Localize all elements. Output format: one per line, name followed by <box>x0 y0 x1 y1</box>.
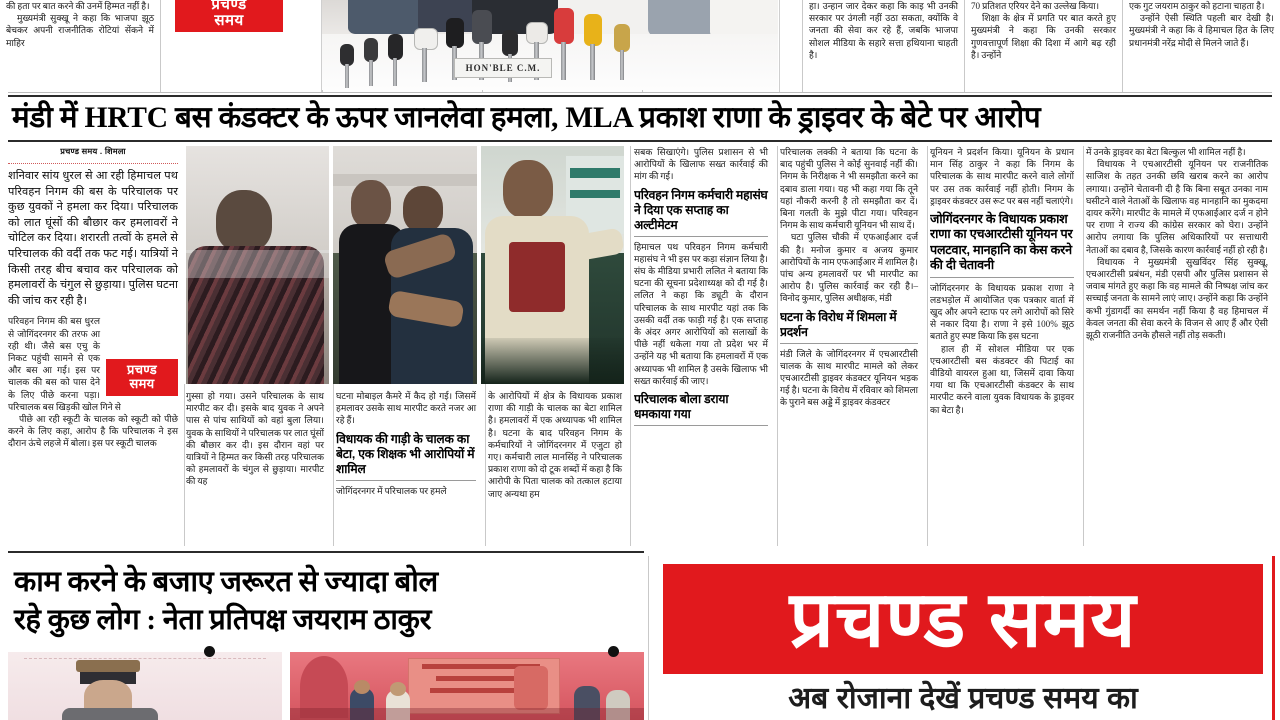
jairam-thakur-photo <box>8 652 282 720</box>
main-col4-text-2 <box>634 241 768 387</box>
publication-logo-badge <box>175 0 283 32</box>
subhead-rule <box>634 425 768 426</box>
top-col8-text <box>1129 0 1274 49</box>
main-col5-text <box>780 146 918 305</box>
main-col5-text-2 <box>780 348 918 409</box>
assault-video-still-3 <box>481 146 624 384</box>
main-col1-text <box>8 315 178 449</box>
divider-top <box>8 92 1272 93</box>
logo-line-1: प्रचण्ड <box>211 0 247 13</box>
paragraph: पीछे आ रही स्कूटी के चालक को स्कूटी को पीछे करने के लिए कहा, आरोप है कि परिचालक ने इस दौरान ऊंचे लहजे में बोला। इस पर स्कूटी चालक <box>8 413 178 449</box>
main-column-1 <box>8 146 184 546</box>
masthead-red-band <box>663 564 1263 674</box>
main-col4-text <box>634 146 768 183</box>
subhead-mla-counterattack: जोगिंदरनगर के विधायक प्रकाश राणा का एचआरटीसी यूनियन पर पलटवार, मानहानि का केस करने की दी चेतावनी <box>930 212 1073 273</box>
main-column-2 <box>186 390 330 546</box>
paragraph: मुख्यमंत्री सुक्खू ने कहा कि भाजपा झूठ बेचकर अपनी राजनीतिक रोटियां सेंकने में माहिर <box>6 13 154 48</box>
assault-photo-triptych <box>186 146 624 384</box>
paragraph: सबक सिखाएंगे। पुलिस प्रशासन से भी आरोपियों के खिलाफ सख्त कार्रवाई की मांग की गई। <box>634 147 768 182</box>
masthead-title: प्रचण्ड समय <box>789 575 1137 663</box>
paragraph: 70 प्रतिशत एरियर देने का उल्लेख किया। <box>971 1 1100 11</box>
main-col7-text <box>1086 146 1268 341</box>
nameplate-text: HON'BLE C.M. <box>465 63 541 73</box>
subhead-rule <box>780 343 918 344</box>
paragraph: विधायक ने मुख्यमंत्री सुखविंदर सिंह सुक्खू, एचआरटीसी प्रबंधन, मंडी एसपी और पुलिस प्रशासन से जवाब मांगते हुए कहा कि वह मामले की निष्पक्ष जांच कर सच्चाई जनता के सामने लाएं जाए। उन्होंने कहा कि उन्होंने कभी गुंडागर्दी का समर्थन नहीं किया है वह हिमाचल में केवल जनता की सेवा करने के विजन से आए हैं और ऐसी झूठी राजनीति उनके हौसले नहीं तोड़ सकती। <box>1086 256 1268 341</box>
paragraph: एक गुट जयराम ठाकुर को हटाना चाहता है। <box>1129 1 1265 11</box>
paragraph: यूनियन ने प्रदर्शन किया। यूनियन के प्रधान मान सिंह ठाकुर ने कहा कि निगम के परिचालक के साथ मारपीट करने वाले लोगों पर उस तक कार्रवाई नहीं होती। निगम के ड्राइवर कंडक्टर उस रूट पर बस नहीं चलाएंगे। <box>930 147 1074 206</box>
top-continuation-strip <box>0 0 1280 92</box>
top-column-1 <box>0 0 160 92</box>
bjp-rally-stage-photo <box>290 652 644 720</box>
masthead-advertisement <box>655 556 1275 720</box>
divider-bottom <box>8 551 644 553</box>
main-headline: मंडी में HRTC बस कंडक्टर के ऊपर जानलेवा हमला, MLA प्रकाश राणा के ड्राइवर के बेटे पर आरोप <box>12 102 1041 134</box>
paragraph: के आरोपियों में क्षेत्र के विधायक प्रकाश राणा की गाड़ी के चालक का बेटा शामिल है। हमलावरों में एक अध्यापक भी शामिल है। घटना के बाद परिवहन निगम के कर्मचारियों ने जोगिंदरनगर में एजुटा हो गए। कर्मचारी लाल मानसिंह ने परिचालक प्रकाश राणा को दो टूक शब्दों में कहा है कि आरोपी के पिता चालक को तत्काल हटाया जाए अन्यथा हम <box>488 391 622 499</box>
byline-rule <box>8 160 178 164</box>
byline: प्रचण्ड समय . शिमला <box>60 147 126 156</box>
top-col6-text <box>809 0 958 61</box>
logo-line-2: समय <box>214 12 244 29</box>
paragraph: जोगिंदरनगर के विधायक प्रकाश राणा ने लडभड़ोल में आयोजित एक पत्रकार वार्ता में खुद और अपने स्टाफ पर लगे आरोपों को सिरे से नकार दिया है। राणा ने इसे 100% झूठ बताते हुए स्पष्ट किया कि इस घटना <box>930 282 1074 342</box>
main-col2-text <box>186 390 324 488</box>
paragraph: हा। उन्हान जार देकर कहा कि काइ भी उनकी सरकार पर उंगली नहीं उठा सकता, क्योंकि वे जनता की सेवा कर रहे हैं, जबकि भाजपा सोशल मीडिया के सहारे सत्ता हथियाना चाहती है। <box>809 1 958 60</box>
main-column-4 <box>634 146 774 546</box>
main-article-body <box>0 146 1280 546</box>
publication-mini-badge <box>106 359 178 396</box>
bottom-photo-row <box>8 652 644 720</box>
divider-headline-bottom <box>8 140 1272 142</box>
bottom-headline-line-1: काम करने के बजाए जरूरत से ज्यादा बोल <box>14 566 438 598</box>
paragraph: हिमाचल पथ परिवहन निगम कर्मचारी महासंघ ने भी इस पर कड़ा संज्ञान लिया है। संघ के मीडिया प्रभारी ललित ने बताया कि घटना की सूचना प्रदेशाध्यक्ष को दी गई है। ललित ने कहा कि ड्यूटी के दौरान परिचालक के साथ मारपीट यहां तक कि उसकी वर्दी तक फाड़ी गई है। एक सप्ताह के अंदर अगर आरोपियों को सलाखों के पीछे नहीं धकेला गया तो प्रदेश भर में उन्होंने यह भी बताया कि हमलावरों में एक अध्यापक भी शामिल है उसके खिलाफ भी सख्त कार्रवाई की जाए। <box>634 241 768 386</box>
top-column-7 <box>964 0 1122 92</box>
cm-nameplate <box>454 58 552 78</box>
bottom-headline <box>14 563 644 639</box>
main-column-6 <box>930 146 1080 546</box>
top-col1-text <box>6 0 154 49</box>
top-column-2 <box>160 0 322 92</box>
paragraph: उन्होंने ऐसी स्थिति पहली बार देखी है। मुख्यमंत्री ने कहा कि वे हिमाचल हित के लिए प्रधानमंत्री नरेंद्र मोदी से मिलने जाते हैं। <box>1129 13 1274 48</box>
top-column-6 <box>802 0 964 92</box>
paragraph: परिचालक लक्की ने बताया कि घटना के बाद पहुंची पुलिस ने कोई सुनवाई नहीं की। निगम के निरीक्षक ने भी समझौता करने का दबाव डाला गया। यह भी कहा गया कि तूने यहां नौकरी करनी है तो समझौता कर दें। बिना गलती के मुझे पीटा गया। परिवहन निगम के साथ कर्मचारी यूनियन भी साथ दें। <box>780 147 918 231</box>
paragraph: की हता पर बात करने की उनमें हिम्मत नहीं है। <box>6 1 150 11</box>
assault-video-still-1 <box>186 146 329 384</box>
divider-bottom-vertical <box>648 556 649 720</box>
paragraph: विधायक ने एचआरटीसी यूनियन पर राजनीतिक साजिश के तहत उनकी छवि खराब करने का आरोप लगाया। उन्होंने चेतावनी दी है कि बिना सबूत उनका नाम घसीटने वाले नेताओं के खिलाफ वह मानहानि का मुकदमा दायर करेंगे। मारपीट के मामले में एफआईआर दर्ज न होने पर राणा ने राज्य की कांग्रेस सरकार को घेरा। उन्होंने आरोप लगाया कि पुलिस अधिकारियों पर सत्ताधारी नेताओं का दबाव है, जिसके कारण कार्रवाई नहीं हो रही है। <box>1086 159 1268 255</box>
subhead-rule <box>930 277 1074 278</box>
paragraph: जोगिंदरनगर में परिचालक पर हमले <box>336 485 447 496</box>
subhead-rule <box>336 480 476 481</box>
paragraph: हाल ही में सोशल मीडिया पर एक एचआरटीसी बस कंडक्टर की पिटाई का वीडियो वायरल हुआ था, जिसमें दावा किया गया था कि एचआरटीसी कंडक्टर के साथ मारपीट करने वाला युवक विधायक के ड्राइवर का बेटा है। <box>930 343 1074 415</box>
main-column-3 <box>336 390 482 546</box>
paragraph: में उनके ड्राइवर का बेटा बिल्कुल भी शामिल नहीं है। <box>1086 147 1246 157</box>
paragraph: शिक्षा के क्षेत्र में प्रगति पर बात करते हुए मुख्यमंत्री ने कहा कि उनकी सरकार गुणवत्तापूर्ण शिक्षा की दिशा में आगे बढ़ रही है। उन्होंने <box>971 13 1116 60</box>
paragraph: घटा पुलिस चौकी में एफआईआर दर्ज की है। मनोज कुमार व अजय कुमार आरोपियों के नाम एफआईआर में शामिल है। पांच अन्य हमलावरों पर भी मारपीट का आरोप है। पुलिस कार्रवाई कर रही है।– विनोद कुमार, पुलिस अधीक्षक, मंडी <box>780 232 918 304</box>
main-col6-text-pre <box>930 146 1074 207</box>
subhead-conductor-threatened: परिचालक बोला डराया धमकाया गया <box>634 392 729 422</box>
subhead-rule <box>634 236 768 237</box>
main-col3b-text <box>488 390 622 500</box>
mini-badge-line-1: प्रचण्ड <box>127 362 157 378</box>
masthead-subtitle: अब रोजाना देखें प्रचण्ड समय का <box>788 682 1138 715</box>
subhead-shimla-protest: घटना के विरोध में शिमला में प्रदर्शन <box>780 309 897 339</box>
subhead-union-ultimatum: परिवहन निगम कर्मचारी महासंघ ने दिया एक सप्ताह का अल्टीमेटम <box>634 187 768 232</box>
decorative-bullet-left <box>204 646 215 657</box>
subhead-mla-driver-son: विधायक की गाड़ी के चालक का बेटा, एक शिक्षक भी आरोपियों में शामिल <box>336 431 475 476</box>
divider-headline-top <box>8 95 1272 97</box>
paragraph: घटना मोबाइल कैमरे में कैद हो गई। जिसमें हमलावर उसके साथ मारपीट करते नजर आ रहे हैं। <box>336 391 476 426</box>
top-col7-text <box>971 0 1116 61</box>
paragraph: परिवहन निगम की बस धुरल से जोगिंदरनगर की तरफ आ रही थी। जैसे बस एचु के निकट पहुंची सामने से एक और बस आ गई। इस पर चालक की बस को पास देने के लिए पीछे करना पड़ा। परिचालक बस खिड़की खोल गिने से <box>8 316 121 412</box>
main-column-3b <box>488 390 628 546</box>
main-column-5 <box>780 146 924 546</box>
main-col3-text <box>336 390 476 427</box>
main-col3-text-2 <box>336 485 476 497</box>
mini-badge-line-2: समय <box>129 376 155 392</box>
main-column-7 <box>1086 146 1272 546</box>
press-conference-photo <box>322 0 778 90</box>
lead-paragraph: शनिवार सांय धुरल से आ रही हिमाचल पथ परिवहन निगम की बस के परिचालक पर कुछ युवकों ने हमला कर दिया। परिचालक को लात घूंसों की बौछार कर हमलावरों ने चोटिल कर दिया। शरारती तत्वों के हमले से परिचालक की वर्दी तक फट गई। यात्रियों ने किसी तरह बीच बचाव कर परिचालक को हमलावरों के चंगुल से छुड़ाया। पुलिस घटना की जांच कर रही है। <box>8 170 178 307</box>
paragraph: मंडी जिले के जोगिंदरनगर में एचआरटीसी चालक के साथ मारपीट मामले को लेकर एचआरटीसी ड्राइवर कंडक्टर यूनियन भड़क गई है। घटना के विरोध में रविवार को शिमला के पुराने बस अड्डे में ड्राइवर कंडक्टर <box>780 348 918 408</box>
bottom-headline-line-2: रहे कुछ लोग : नेता प्रतिपक्ष जयराम ठाकुर <box>14 604 432 636</box>
top-column-8 <box>1122 0 1280 92</box>
decorative-bullet-right <box>608 646 619 657</box>
main-col6-text <box>930 282 1074 416</box>
paragraph: गुस्सा हो गया। उसने परिचालक के साथ मारपीट कर दी। इसके बाद युवक ने अपने पास से पांच साथियों को वहां बुला लिया। युवक के साथियों ने परिचालक पर लात घूंसों की बौछार कर दी। इस दौरान वहां पर यात्रियों ने हिम्मत कर किसी तरह परिचालक को हमलावरों के चंगुल से छुड़ाया। मारपीट की यह <box>186 391 324 487</box>
assault-video-still-2 <box>333 146 476 384</box>
